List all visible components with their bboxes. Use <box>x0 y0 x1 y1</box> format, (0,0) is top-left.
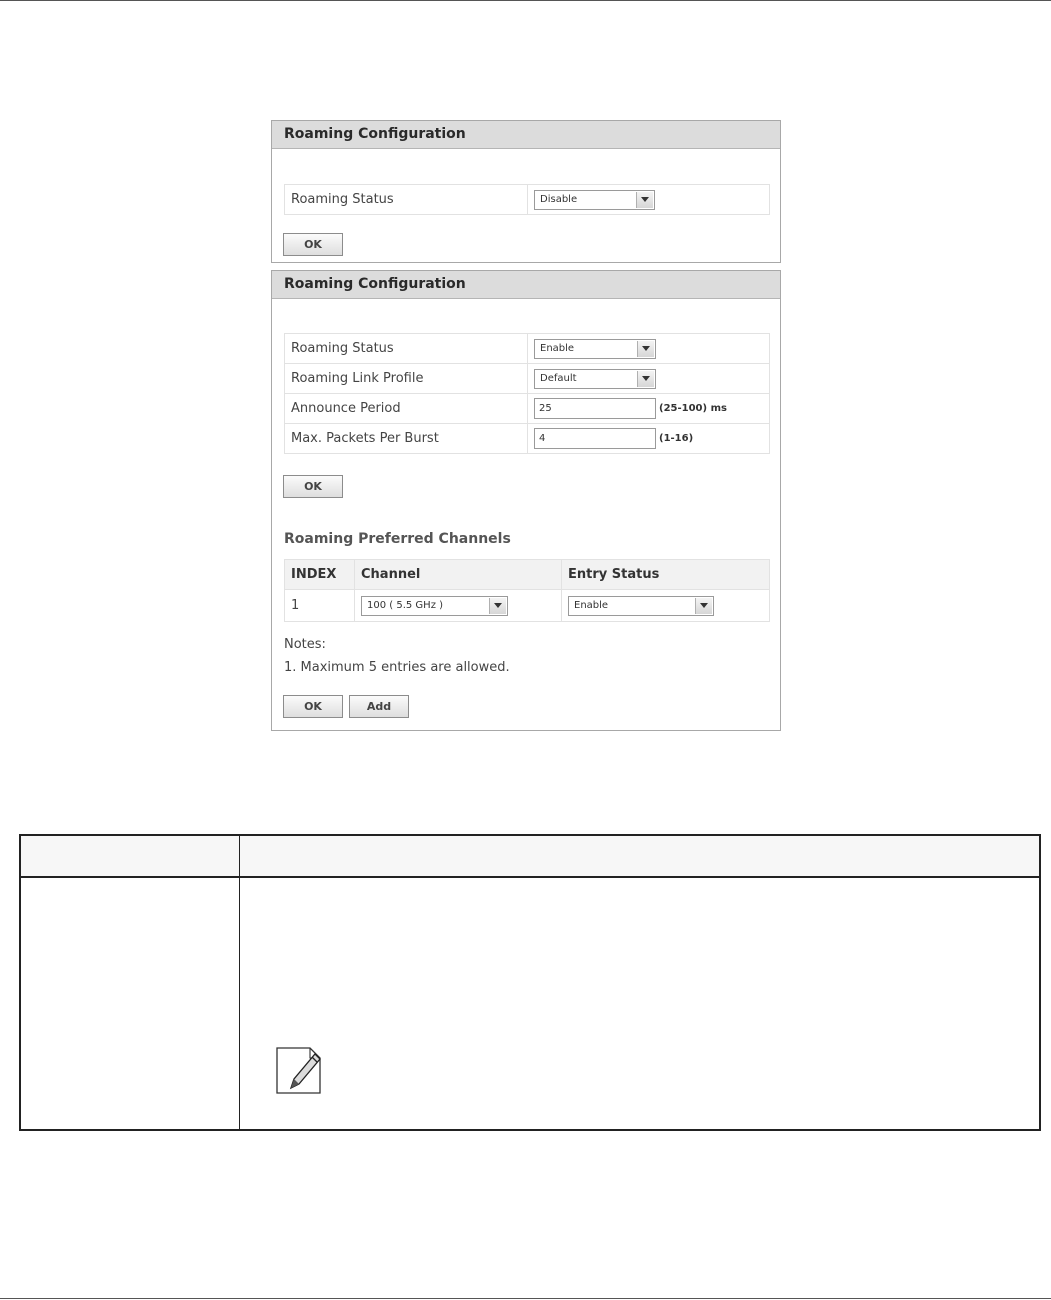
roaming-status-label: Roaming Status <box>285 185 528 215</box>
roaming-status-cell <box>528 185 770 215</box>
ok-button[interactable]: OK <box>283 475 343 498</box>
entry-status-value: Enable <box>574 599 609 611</box>
preferred-channels-table <box>284 559 770 622</box>
row-index: 1 <box>285 590 355 622</box>
channel-select[interactable] <box>361 596 508 616</box>
max-packets-range: (1-16) <box>659 433 694 444</box>
add-button[interactable]: Add <box>349 695 409 718</box>
chevron-down-icon <box>637 341 654 357</box>
note-item: 1. Maximum 5 entries are allowed. <box>284 660 510 675</box>
roaming-status-select[interactable] <box>534 339 656 359</box>
announce-period-input[interactable]: 25 <box>534 398 656 419</box>
row-entry-status-cell <box>562 590 770 622</box>
channel-value: 100 ( 5.5 GHz ) <box>367 599 444 611</box>
form-row-announce-period <box>285 394 770 424</box>
link-profile-value: Default <box>540 372 577 384</box>
parameter-table <box>19 834 1041 1131</box>
top-rule <box>0 0 1051 1</box>
form-row-max-packets <box>285 424 770 454</box>
table-row <box>20 877 1040 1130</box>
table-row <box>285 590 770 622</box>
max-packets-cell <box>528 424 770 454</box>
roaming-config-panel-disabled <box>271 120 781 263</box>
note-pencil-icon <box>274 1046 326 1096</box>
table-header-row <box>20 835 1040 877</box>
link-profile-label: Roaming Link Profile <box>285 364 528 394</box>
bottom-rule <box>0 1298 1051 1299</box>
roaming-status-value: Disable <box>540 193 578 205</box>
panel-title: Roaming Configuration <box>272 121 780 149</box>
column-header-channel: Channel <box>355 560 562 590</box>
column-header-index: INDEX <box>285 560 355 590</box>
form-row-roaming-status <box>285 334 770 364</box>
form-row-roaming-status <box>285 185 770 215</box>
roaming-form <box>284 333 770 454</box>
chevron-down-icon <box>489 598 506 614</box>
chevron-down-icon <box>636 192 653 208</box>
link-profile-select[interactable] <box>534 369 656 389</box>
preferred-channels-heading: Roaming Preferred Channels <box>284 531 511 547</box>
column-header-entry-status: Entry Status <box>562 560 770 590</box>
entry-status-select[interactable] <box>568 596 714 616</box>
chevron-down-icon <box>695 598 712 614</box>
max-packets-label: Max. Packets Per Burst <box>285 424 528 454</box>
roaming-status-select[interactable] <box>534 190 655 210</box>
ok-button[interactable]: OK <box>283 233 343 256</box>
link-profile-cell <box>528 364 770 394</box>
max-packets-input[interactable]: 4 <box>534 428 656 449</box>
announce-period-label: Announce Period <box>285 394 528 424</box>
roaming-status-label: Roaming Status <box>285 334 528 364</box>
announce-period-cell <box>528 394 770 424</box>
form-row-link-profile <box>285 364 770 394</box>
roaming-status-value: Enable <box>540 342 575 354</box>
header-cell-parameter <box>20 835 240 877</box>
roaming-form <box>284 184 770 215</box>
header-cell-description <box>240 835 1041 877</box>
notes-label: Notes: <box>284 637 326 652</box>
roaming-status-cell <box>528 334 770 364</box>
parameter-cell <box>20 877 240 1130</box>
panel-title: Roaming Configuration <box>272 271 780 299</box>
roaming-config-panel-enabled <box>271 270 781 731</box>
description-cell <box>240 877 1041 1130</box>
row-channel-cell <box>355 590 562 622</box>
ok-button-channels[interactable]: OK <box>283 695 343 718</box>
table-header-row <box>285 560 770 590</box>
chevron-down-icon <box>637 371 654 387</box>
announce-period-range: (25-100) ms <box>659 403 727 414</box>
